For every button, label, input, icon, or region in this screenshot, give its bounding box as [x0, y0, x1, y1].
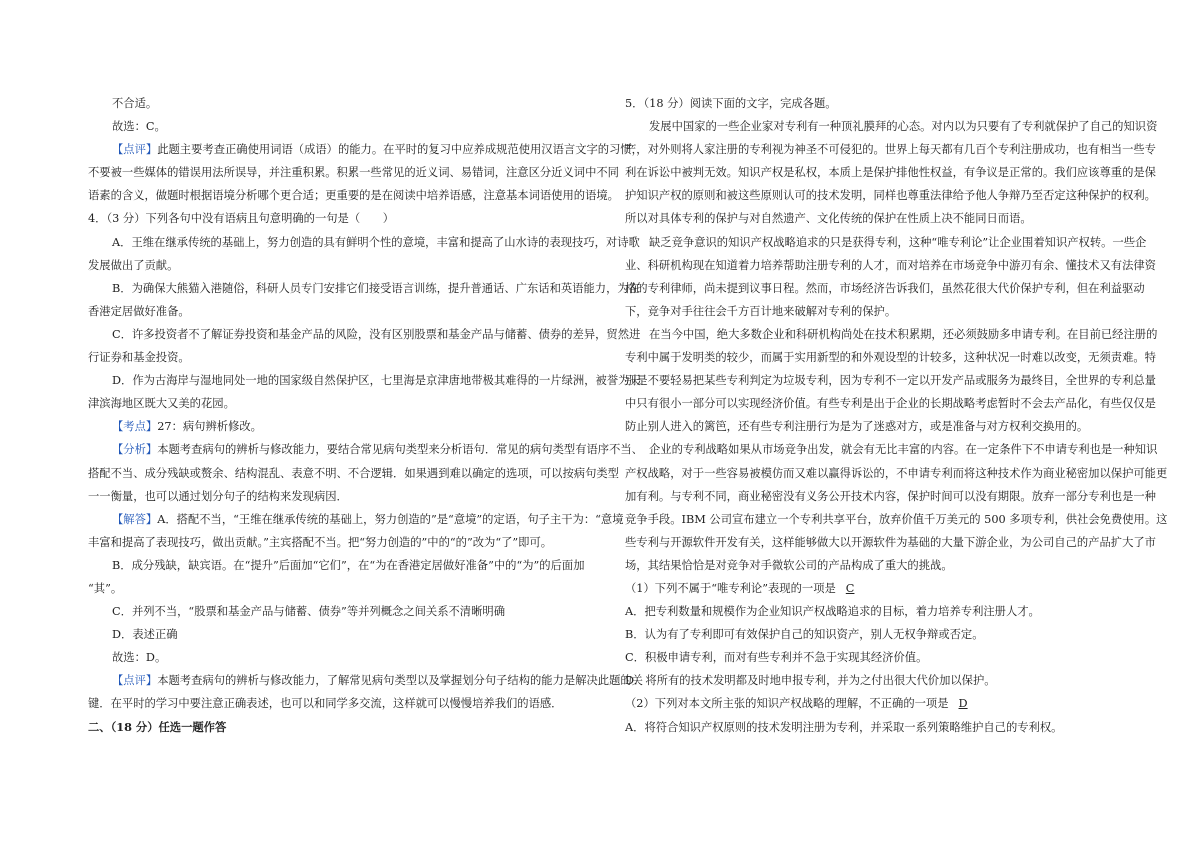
line-text: 丰富和提高了表现技巧，做出贡献。”主宾搭配不当。把“努力创造的”中的“的”改为“了”即可。: [88, 535, 553, 549]
text-line: [88, 277, 640, 300]
line-text: 利在诉讼中被判无效。知识产权是私权，本质上是保护排他性权益，有争议是正常的。我们应该尊重的是保: [625, 166, 1156, 180]
line-text: A．搭配不当，“王维在继承传统的基础上，努力创造的”是“意境”的定语，句子主干为：“意境: [157, 512, 624, 526]
line-text: 别是不要轻易把某些专利判定为垃圾专利，因为专利不一定以开发产品或服务为最终目，全世界的专利总量: [625, 374, 1156, 388]
line-text: B．成分残缺，缺宾语。在“提升”后面加“它们”，在“为在香港定居做好准备”中的“为”的后面加: [112, 558, 585, 572]
text-line: [625, 554, 1127, 577]
line-text: A．王维在继承传统的基础上，努力创造的具有鲜明个性的意境，丰富和提高了山水诗的表现技巧，对诗歌: [112, 235, 640, 249]
line-text: 场，其结果恰恰是对竞争对手微软公司的产品构成了重大的挑战。: [625, 558, 953, 572]
text-line: [88, 554, 593, 577]
line-text: B．为确保大熊猫入港随俗，科研人员专门安排它们接受语言训练，提升普通话、广东话和英语能力，为在: [112, 281, 640, 295]
line-text: 搭配不当、成分残缺或赘余、结构混乱、表意不明、不合逻辑．如果遇到难以确定的选项，可以按病句类型: [88, 466, 619, 480]
line-text: D．表述正确: [112, 628, 178, 642]
line-text: 语素的含义，做题时根据语境分析哪个更合适；更重要的是在阅读中培养语感，注意基本词语使用的语境。: [88, 189, 619, 203]
line-text: 产，对外则将人家注册的专利视为神圣不可侵犯的。世界上每天都有几百个专利注册成功，也有相当一些专: [625, 143, 1156, 157]
text-line: [88, 184, 619, 207]
text-line: [88, 207, 593, 230]
text-line: [88, 646, 593, 669]
answer-blank: D: [958, 697, 968, 711]
text-line: [625, 300, 1127, 323]
line-text: 企业的专利战略如果从市场竞争出发，就会有无比丰富的内容。在一定条件下不申请专利也是一种知识: [649, 443, 1158, 457]
section-tag: 【点评】: [112, 674, 158, 688]
text-line: [625, 138, 1156, 161]
line-text: 不合适。: [112, 97, 158, 110]
text-line: [88, 669, 643, 692]
text-line: [625, 646, 1127, 669]
text-line: [88, 716, 593, 739]
text-line: [88, 300, 593, 323]
text-line: [625, 369, 1156, 392]
text-line: [88, 531, 593, 554]
line-text: D．将所有的技术发明都及时地申报专利，并为之付出很大代价加以保护。: [625, 674, 996, 688]
line-text: A．将符合知识产权原则的技术发明注册为专利，并采取一系列策略维护自己的专利权。: [625, 720, 1063, 734]
line-text: 业、科研机构现在知道着力培养帮助注册专利的人才，而对培养在市场竞争中游刃有余、懂技术又有法律资: [625, 258, 1156, 272]
line-text: 4．（3 分）下列各句中没有语病且句意明确的一句是（ ）: [88, 212, 395, 226]
line-text: 防止别人进入的篱笆，还有些专利注册行为是为了迷惑对方，或是准备与对方权利交换用的。: [625, 420, 1089, 434]
line-text: （2）下列对本文所主张的知识产权战略的理解，不正确的一项是: [625, 697, 949, 711]
text-line: [625, 577, 1127, 600]
text-line: [625, 323, 1158, 346]
section-tag: 【点评】: [112, 143, 158, 157]
line-text: 故选：C。: [112, 120, 166, 134]
line-text: 加有利。与专利不同，商业秘密没有义务公开技术内容，保护时间可以没有期限。放弃一部分专利也是一种: [625, 489, 1156, 503]
line-text: C．并列不当，“股票和基金产品与储蓄、债券”等并列概念之间关系不清晰明确: [112, 605, 505, 619]
line-text: C．许多投资者不了解证券投资和基金产品的风险，没有区别股票和基金产品与储蓄、债券的差异，贸然进: [112, 327, 641, 341]
line-text: 在当今中国，绝大多数企业和科研机构尚处在技术积累期，还必须鼓励多申请专利。在目前已经注册的: [649, 327, 1158, 341]
text-line: [625, 600, 1127, 623]
text-line: [625, 415, 1127, 438]
line-text: 本题考查病句的辨析与修改能力，要结合常见病句类型来分析语句．常见的病句类型有语序不当、: [157, 443, 643, 457]
line-text: 行证券和基金投资。: [88, 351, 190, 365]
line-text: 中只有很小一部分可以实现经济价值。有些专利是出于企业的长期战略考虑暂时不会去产品化，有些仅仅是: [625, 397, 1156, 411]
line-text: 一一衡量，也可以通过划分句子的结构来发现病因．: [88, 489, 348, 503]
text-line: [88, 438, 643, 461]
left-column: [88, 92, 643, 739]
line-text: 故选：D。: [112, 651, 167, 665]
text-line: [625, 161, 1156, 184]
text-line: [88, 369, 641, 392]
line-text: 发展做出了贡献。: [88, 258, 179, 272]
text-line: [88, 231, 640, 254]
text-line: [625, 462, 1168, 485]
line-text: 缺乏竞争意识的知识产权战略追求的只是获得专利，这种“唯专利论”让企业围着知识产权转。一些企: [649, 235, 1147, 249]
text-line: [625, 115, 1158, 138]
line-text: 下，竞争对手往往会千方百计地来破解对专利的保护。: [625, 304, 897, 318]
text-line: [88, 415, 593, 438]
section-tag: 【分析】: [112, 443, 158, 457]
text-line: [625, 231, 1147, 254]
line-text: 此题主要考查正确使用词语（成语）的能力。在平时的复习中应养成规范使用汉语言文字的习惯，: [157, 143, 643, 157]
line-text: 些专利与开源软件开发有关，这样能够做大以开源软件为基础的大量下游企业，为公司自己的产品扩大了市: [625, 535, 1156, 549]
text-line: [625, 184, 1156, 207]
text-line: [88, 346, 593, 369]
text-line: [625, 531, 1156, 554]
line-text: 香港定居做好准备。: [88, 304, 190, 318]
line-text: A．把专利数量和规模作为企业知识产权战略追求的目标，着力培养专利注册人才。: [625, 605, 1040, 619]
text-line: [88, 161, 619, 184]
line-text: 格的专利律师，尚未提到议事日程。然而，市场经济告诉我们，虽然花很大代价保护专利，但在利益驱动: [625, 281, 1145, 295]
line-text: B．认为有了专利即可有效保护自己的知识资产，别人无权争辩或否定。: [625, 628, 984, 642]
right-column: [625, 92, 1168, 739]
answer-blank: C: [845, 581, 855, 595]
line-text: 本题考查病句的辨析与修改能力，了解常见病句类型以及掌握划分句子结构的能力是解决此题的关: [157, 674, 643, 688]
line-text: 产权战略，对于一些容易被模仿而又难以赢得诉讼的，不申请专利而将这种技术作为商业秘密加以保护可能更: [625, 466, 1168, 480]
line-text: 二、（18 分）任选一题作答: [88, 719, 227, 734]
text-line: [88, 115, 593, 138]
text-line: [625, 485, 1156, 508]
line-text: 5．（18 分）阅读下面的文字，完成各题。: [625, 97, 837, 110]
text-line: [625, 277, 1145, 300]
text-line: [625, 207, 1127, 230]
text-line: [625, 716, 1127, 739]
line-text: 护知识产权的原则和被这些原则认可的技术发明，同样也尊重法律给予他人争辩乃至否定这种保护的权利。: [625, 189, 1156, 203]
line-text: 键．在平时的学习中要注意正确表述，也可以和同学多交流，这样就可以慢慢培养我们的语感．: [88, 697, 563, 711]
text-line: [625, 392, 1156, 415]
text-line: [88, 138, 643, 161]
line-text: D．作为古海岸与湿地同处一地的国家级自然保护区，七里海是京津唐地带极其难得的一片绿洲，被誉为天: [112, 374, 641, 388]
text-line: [88, 600, 593, 623]
line-text: 竞争手段。IBM 公司宣布建立一个专利共享平台，放弃价值千万美元的 500 多项专利，供社会免费使用。这: [625, 512, 1168, 526]
line-text: C．积极申请专利，而对有些专利并不急于实现其经济价值。: [625, 651, 928, 665]
section-tag: 【解答】: [112, 512, 158, 526]
text-line: [88, 462, 619, 485]
line-text: （1）下列不属于“唯专利论”表现的一项是: [625, 581, 836, 595]
text-line: [88, 392, 593, 415]
line-text: 津滨海地区既大又美的花园。: [88, 397, 235, 411]
text-line: [625, 438, 1158, 461]
text-line: [88, 92, 593, 115]
line-text: 所以对具体专利的保护与对自然遗产、文化传统的保护在性质上决不能同日而语。: [625, 212, 1032, 226]
text-line: [625, 669, 1127, 692]
text-line: [625, 254, 1156, 277]
line-text: 专利中属于发明类的较少，而属于实用新型的和外观设型的计较多，这种状况一时难以改变，无须责难。特: [625, 351, 1156, 365]
text-line: [88, 485, 593, 508]
text-line: [625, 92, 1127, 115]
text-line: [88, 692, 593, 715]
text-line: [88, 508, 624, 531]
line-text: 27：病句辨析修改。: [157, 420, 262, 434]
line-text: 发展中国家的一些企业家对专利有一种顶礼膜拜的心态。对内以为只要有了专利就保护了自己的知识资: [649, 120, 1158, 134]
line-text: “其”。: [88, 581, 123, 595]
text-line: [625, 623, 1127, 646]
text-line: [625, 346, 1156, 369]
text-line: [88, 254, 593, 277]
line-text: 不要被一些媒体的错误用法所误导，并注重积累。积累一些常见的近义词、易错词，注意区分近义词中不同: [88, 166, 619, 180]
section-tag: 【考点】: [112, 420, 158, 434]
text-line: [88, 323, 641, 346]
text-line: [625, 692, 1127, 715]
text-line: [88, 577, 593, 600]
text-line: [88, 623, 593, 646]
text-line: [625, 508, 1168, 531]
